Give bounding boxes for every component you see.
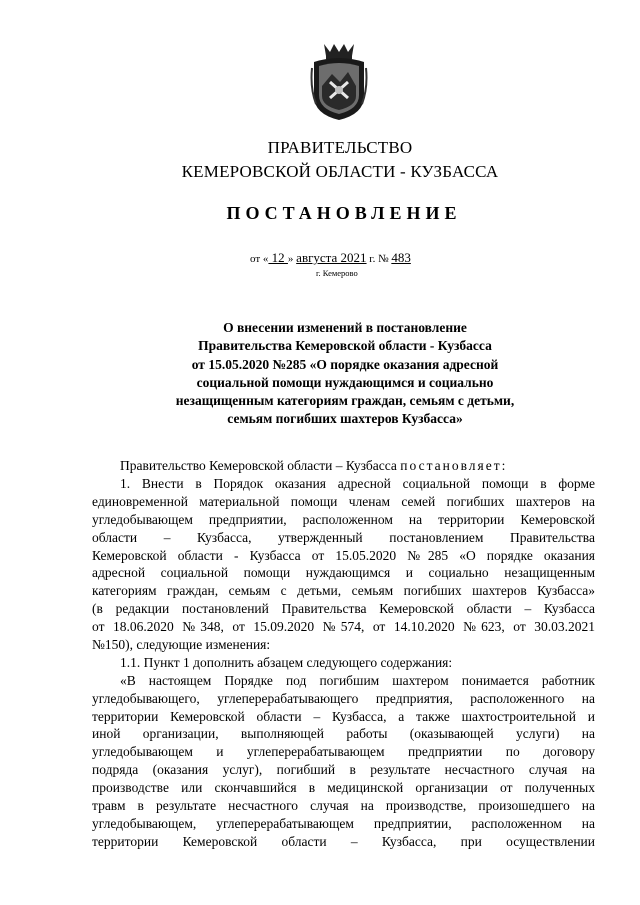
coat-of-arms-icon (310, 38, 368, 122)
date-month-year: августа 2021 (296, 250, 367, 265)
body-line: (в редакции постановлений Правительства Кемеровской области – Кузбасса (92, 601, 595, 617)
city: г. Кемерово (316, 268, 358, 278)
body-line: подряда (оказания услуг), погибший в результате несчастного случая на (92, 762, 595, 778)
body-line: территории Кемеровской области – Кузбасса, при осуществлении (92, 833, 595, 849)
intro-decree-word: постановляет: (400, 458, 508, 473)
title-line: социальной помощи нуждающимся и социально (196, 374, 494, 390)
body-line: 1.1. Пункт 1 дополнить абзацем следующего содержания: (120, 654, 453, 670)
body-line: от 18.06.2020 №348, от 15.09.2020 №574, от 14.10.2020 №623, от 30.03.2021 (92, 619, 595, 635)
body-line: №150), следующие изменения: (92, 637, 271, 653)
government-name-line1: ПРАВИТЕЛЬСТВО (267, 138, 413, 157)
date-year-suffix: г. № (366, 253, 392, 265)
intro-paragraph (120, 457, 595, 475)
body-line: угледобывающем, углеперерабатывающем предприятии, расположенном на (92, 815, 595, 831)
date-line (250, 250, 411, 266)
body-line: Кемеровской области - Кузбасса от 15.05.2020 №285 «О порядке оказания (92, 547, 595, 563)
body-line: угледобывающем и углеперерабатывающем предприятии по договору (92, 744, 595, 760)
title-line: незащищенным категориям граждан, семьям с детьми, (175, 393, 515, 409)
body-line: «В настоящем Порядке под погибшим шахтером понимается работник (120, 672, 595, 688)
body-line: травм в результате несчастного случая на производстве, произошедшего на (92, 798, 595, 814)
document-title (150, 319, 540, 429)
body-line: угледобывающем предприятии, расположенном на территории Кемеровской (92, 511, 595, 527)
date-mid: » (287, 253, 297, 265)
body-line: единовременной материальной помощи членам семей погибших шахтеров на (92, 493, 595, 509)
intro-text: Правительство Кемеровской области – Кузбасса (120, 458, 401, 473)
document-type: ПОСТАНОВЛЕНИЕ (226, 203, 462, 223)
government-name-line2: КЕМЕРОВСКОЙ ОБЛАСТИ - КУЗБАССА (181, 162, 499, 181)
body-line: территории Кемеровской области – Кузбасса, а также шахтостроительной и (92, 708, 595, 724)
title-line: Правительства Кемеровской области - Кузбасса (198, 338, 492, 354)
body-line: области – Кузбасса, утвержденный постановлением Правительства (92, 529, 595, 545)
title-line: семьям погибших шахтеров Кузбасса» (227, 411, 463, 427)
body-line: 1. Внести в Порядок оказания адресной социальной помощи в форме (120, 476, 595, 491)
date-prefix: от « (250, 253, 269, 265)
title-line: О внесении изменений в постановление (223, 320, 467, 335)
date-day: 12 (268, 250, 288, 265)
title-line: от 15.05.2020 №285 «О порядке оказания адресной (191, 356, 499, 372)
body-line: адресной социальной помощи нуждающимся и социально незащищенным (92, 565, 595, 581)
body-line: угледобывающего, углеперерабатывающего предприятия, расположенного на (92, 690, 595, 706)
document-number: 483 (391, 250, 411, 265)
body-line: иной организации, выполняющей работы (оказывающей услуги) на (92, 726, 595, 742)
body-line: категориям граждан, семьям с детьми, семьям погибших шахтеров Кузбасса» (92, 583, 595, 599)
body-line: производстве или скончавшийся в медицинской организации от полученных (92, 780, 595, 796)
body-text (92, 475, 595, 851)
